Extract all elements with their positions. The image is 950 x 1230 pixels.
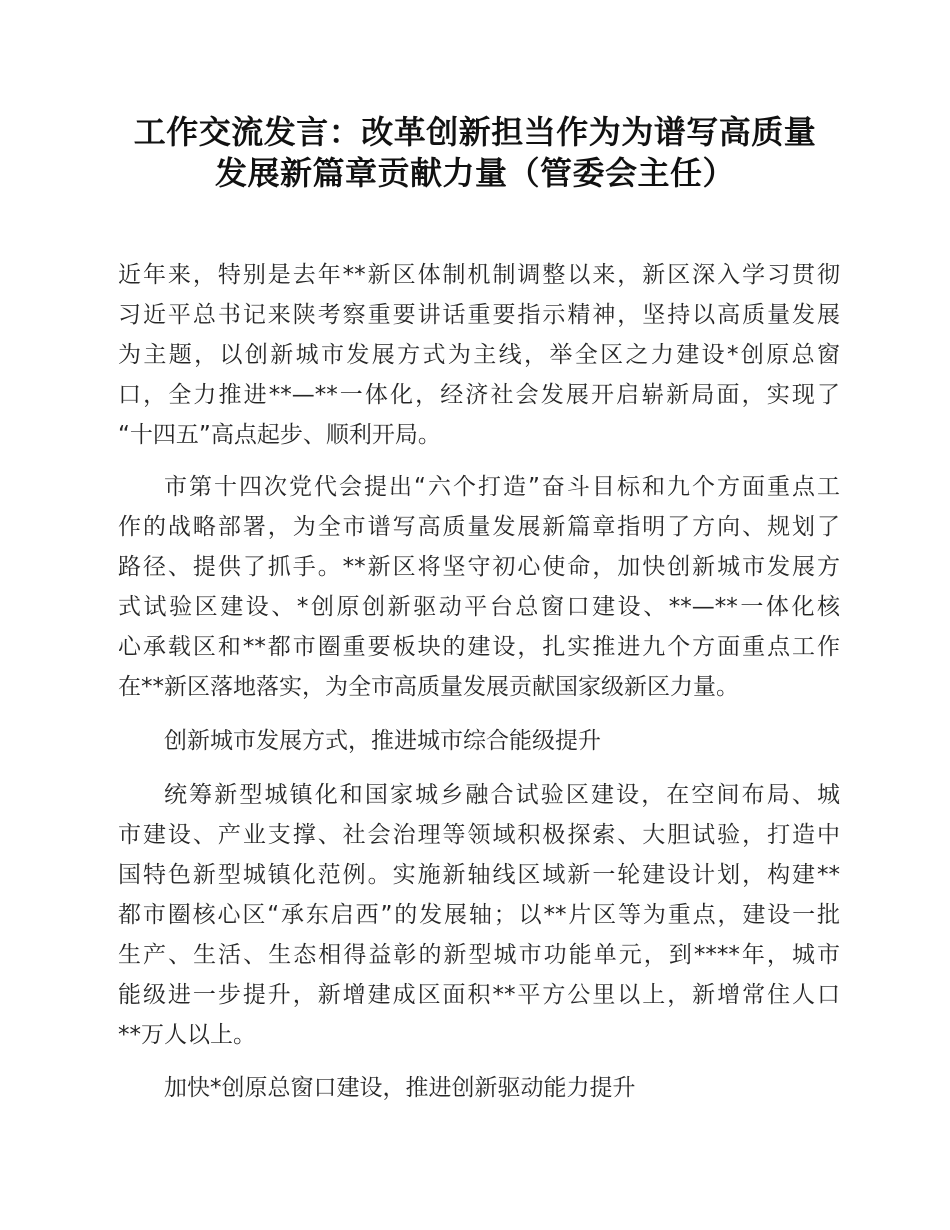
text-line: 创新城市发展方式，推进城市综合能级提升 (164, 728, 601, 754)
paragraph-urbanization (118, 775, 840, 1055)
text-line: 路径、提供了抓手。**新区将坚守初心使命，加快创新城市发展方 (118, 554, 840, 580)
text-line: 生产、生活、生态相得益彰的新型城市功能单元，到****年，城市 (118, 942, 840, 968)
text-line: 国特色新型城镇化范例。实施新轴线区域新一轮建设计划，构建** (118, 862, 840, 888)
text-line: 心承载区和**都市圈重要板块的建设，扎实推进九个方面重点工作 (118, 634, 840, 660)
text-line: 能级进一步提升，新增建成区面积**平方公里以上，新增常住人口 (118, 982, 840, 1008)
text-line: 近年来，特别是去年**新区体制机制调整以来，新区深入学习贯彻 (118, 262, 840, 288)
text-line: 作的战略部署，为全市谱写高质量发展新篇章指明了方向、规划了 (118, 514, 840, 540)
paragraph-party-congress (118, 467, 840, 707)
text-line: 为主题，以创新城市发展方式为主线，举全区之力建设*创原总窗 (118, 342, 840, 368)
text-line: 统筹新型城镇化和国家城乡融合试验区建设，在空间布局、城 (164, 782, 840, 808)
text-line: “十四五”高点起步、顺利开局。 (118, 422, 441, 448)
text-line: **万人以上。 (118, 1022, 256, 1048)
section-heading-1 (118, 721, 840, 761)
text-line: 口，全力推进**—**一体化，经济社会发展开启崭新局面，实现了 (118, 382, 840, 408)
text-line: 市第十四次党代会提出“六个打造”奋斗目标和九个方面重点工 (164, 474, 840, 500)
text-line: 式试验区建设、*创原创新驱动平台总窗口建设、**—**一体化核 (118, 594, 840, 620)
text-line: 加快*创原总窗口建设，推进创新驱动能力提升 (164, 1075, 636, 1101)
text-line: 市建设、产业支撑、社会治理等领域积极探索、大胆试验，打造中 (118, 822, 840, 848)
section-heading-2 (118, 1068, 840, 1108)
paragraph-intro (118, 255, 840, 455)
document-title-line-2: 发展新篇章贡献力量（管委会主任） (214, 154, 735, 192)
text-line: 在**新区落地落实，为全市高质量发展贡献国家级新区力量。 (118, 674, 739, 700)
text-line: 都市圈核心区“承东启西”的发展轴；以**片区等为重点，建设一批 (118, 902, 840, 928)
text-line: 习近平总书记来陕考察重要讲话重要指示精神，坚持以高质量发展 (118, 302, 840, 328)
document-title-line-1: 工作交流发言：改革创新担当作为为谱写高质量 (133, 113, 817, 151)
